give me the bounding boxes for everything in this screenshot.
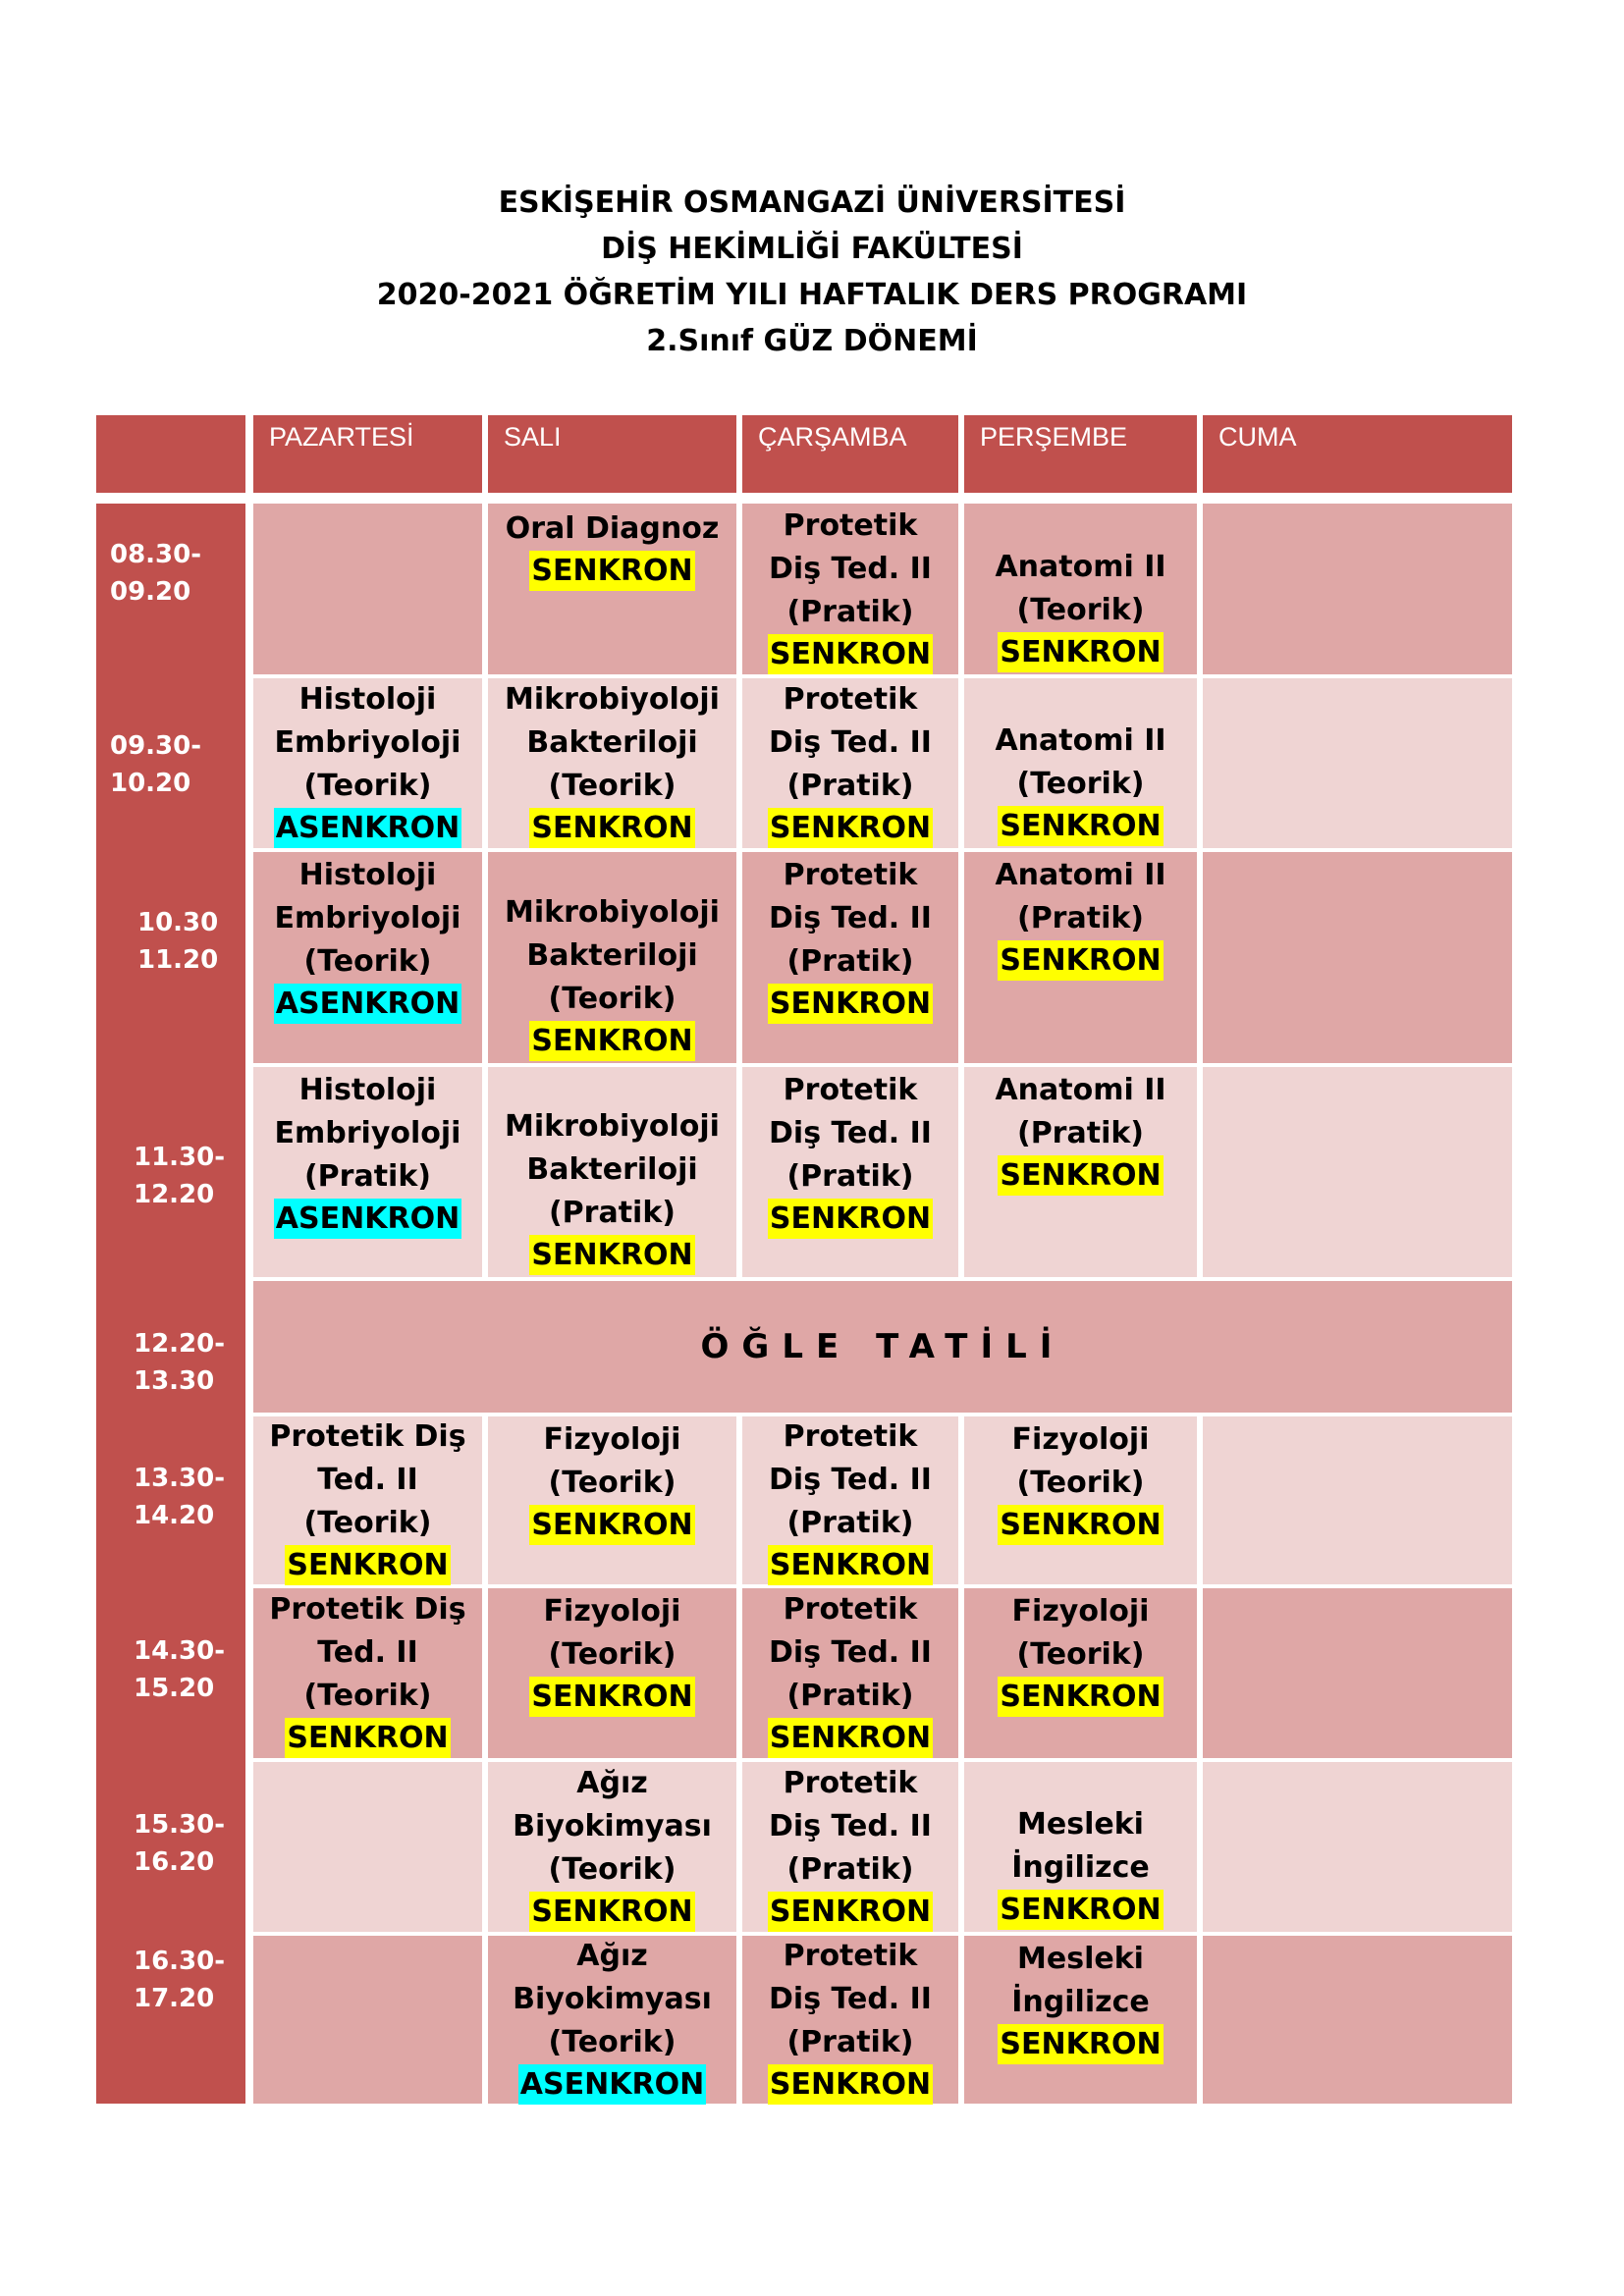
course-text: Diş Ted. II — [769, 1982, 932, 2016]
sync-badge: SENKRON — [285, 1545, 450, 1585]
sync-badge: SENKRON — [529, 1235, 694, 1275]
cell-thu-5 — [964, 1416, 1197, 1584]
cell-wed-4 — [742, 1067, 958, 1277]
cell-fri-7 — [1203, 1762, 1512, 1932]
time-slot-4 — [134, 1139, 225, 1213]
sync-badge: SENKRON — [998, 1155, 1163, 1196]
time-label: 15.20 — [134, 1674, 215, 1703]
course-text: Mikrobiyoloji — [505, 895, 720, 930]
cell-thu-1 — [964, 504, 1197, 674]
course-text: Fizyoloji — [1011, 1422, 1150, 1457]
time-slot-6 — [134, 1632, 225, 1707]
time-label: 09.20 — [110, 577, 191, 607]
day-label: PERŞEMBE — [980, 422, 1128, 452]
cell-wed-8 — [742, 1936, 958, 2104]
cell-thu-7 — [964, 1762, 1197, 1932]
course-text: Histoloji — [298, 1073, 437, 1107]
day-label: ÇARŞAMBA — [758, 422, 907, 452]
cell-tue-1 — [488, 504, 736, 674]
cell-mon-1 — [253, 504, 482, 674]
course-text: Mikrobiyoloji — [505, 682, 720, 717]
time-label: 10.20 — [110, 769, 191, 798]
course-text: (Teorik) — [303, 1679, 432, 1713]
async-badge: ASENKRON — [274, 984, 461, 1024]
header-thursday — [964, 415, 1197, 493]
cell-thu-6 — [964, 1588, 1197, 1758]
course-text: Ağız — [576, 1939, 648, 1973]
cell-fri-4 — [1203, 1067, 1512, 1277]
sync-badge: SENKRON — [998, 1505, 1163, 1545]
faculty-name: DİŞ HEKİMLİĞİ FAKÜLTESİ — [601, 232, 1023, 266]
cell-thu-4 — [964, 1067, 1197, 1277]
course-text: Anatomi II — [995, 723, 1166, 758]
lunch-label: ÖĞLE TATİLİ — [700, 1327, 1065, 1366]
sync-badge: SENKRON — [529, 1677, 694, 1717]
course-text: (Teorik) — [303, 1506, 432, 1540]
cell-thu-3 — [964, 852, 1197, 1063]
course-text: Bakteriloji — [526, 938, 698, 973]
course-text: Histoloji — [298, 858, 437, 892]
cell-wed-5 — [742, 1416, 958, 1584]
sync-badge: SENKRON — [998, 1890, 1163, 1930]
sync-badge: SENKRON — [768, 2064, 933, 2105]
header-tuesday — [488, 415, 736, 493]
course-text: Protetik Diş — [269, 1592, 466, 1627]
term-title: 2.Sınıf GÜZ DÖNEMİ — [646, 324, 978, 358]
course-text: Diş Ted. II — [769, 1116, 932, 1150]
course-text: (Pratik) — [786, 594, 914, 629]
sync-badge: SENKRON — [998, 632, 1163, 672]
course-text: Biyokimyası — [513, 1809, 712, 1843]
course-text: (Teorik) — [548, 1466, 677, 1500]
course-text: Protetik — [783, 858, 918, 892]
course-text: (Pratik) — [786, 1506, 914, 1540]
cell-tue-2 — [488, 678, 736, 848]
course-text: Mesleki — [1017, 1942, 1144, 1976]
course-text: Protetik — [783, 507, 918, 543]
cell-tue-8 — [488, 1936, 736, 2104]
time-label: 08.30- — [110, 540, 202, 569]
sync-badge: SENKRON — [998, 806, 1163, 846]
course-text: Embriyoloji — [274, 901, 461, 935]
course-text: Protetik Diş — [269, 1419, 466, 1454]
course-text: (Teorik) — [548, 769, 677, 803]
cell-wed-3 — [742, 852, 958, 1063]
sync-badge: SENKRON — [768, 634, 933, 674]
time-label: 12.20- — [134, 1329, 226, 1359]
time-label: 16.20 — [134, 1847, 215, 1877]
course-text: (Teorik) — [548, 982, 677, 1016]
time-label: 11.20 — [137, 945, 219, 975]
time-label: 14.30- — [134, 1636, 226, 1666]
sync-badge: SENKRON — [768, 1718, 933, 1758]
course-text: Histoloji — [298, 682, 437, 717]
course-text: Protetik — [783, 1419, 918, 1454]
time-slot-1 — [110, 536, 201, 611]
course-text: (Teorik) — [303, 944, 432, 979]
sync-badge: SENKRON — [285, 1718, 450, 1758]
cell-mon-5 — [253, 1416, 482, 1584]
course-text: Embriyoloji — [274, 725, 461, 760]
async-badge: ASENKRON — [518, 2064, 706, 2105]
cell-fri-1 — [1203, 504, 1512, 674]
course-text: (Pratik) — [303, 1159, 431, 1194]
course-text: (Teorik) — [1016, 767, 1145, 801]
time-label: 16.30- — [134, 1947, 226, 1976]
course-text: Fizyoloji — [543, 1422, 681, 1457]
time-label: 09.30- — [110, 731, 202, 761]
course-text: Bakteriloji — [526, 725, 698, 760]
course-text: (Teorik) — [548, 1637, 677, 1672]
cell-fri-6 — [1203, 1588, 1512, 1758]
cell-wed-1 — [742, 504, 958, 674]
program-title: 2020-2021 ÖĞRETİM YILI HAFTALIK DERS PROGRAMI — [376, 278, 1248, 312]
course-text: İngilizce — [1011, 1850, 1150, 1885]
course-text: Protetik — [783, 1766, 918, 1800]
course-text: Mikrobiyoloji — [505, 1109, 720, 1144]
course-text: Ted. II — [317, 1635, 418, 1670]
course-text: Anatomi II — [995, 1073, 1166, 1107]
header-wednesday — [742, 415, 958, 493]
header-corner — [96, 415, 245, 493]
async-badge: ASENKRON — [274, 808, 461, 848]
time-label: 17.20 — [134, 1984, 215, 2013]
cell-tue-4 — [488, 1067, 736, 1277]
cell-mon-4 — [253, 1067, 482, 1277]
course-text: Protetik — [783, 1939, 918, 1973]
sync-badge: SENKRON — [529, 1021, 694, 1061]
course-text: (Pratik) — [786, 1679, 914, 1713]
header-monday — [253, 415, 482, 493]
sync-badge: SENKRON — [768, 1199, 933, 1239]
time-label: 11.30- — [134, 1143, 226, 1172]
cell-mon-8 — [253, 1936, 482, 2104]
course-text: Protetik — [783, 682, 918, 717]
course-text: Diş Ted. II — [769, 901, 932, 935]
sync-badge: SENKRON — [998, 1677, 1163, 1717]
course-text: (Teorik) — [303, 769, 432, 803]
time-label: 12.20 — [134, 1180, 215, 1209]
time-slot-5 — [134, 1460, 225, 1534]
course-text: (Teorik) — [1016, 1466, 1145, 1500]
time-label: 15.30- — [134, 1810, 226, 1840]
sync-badge: SENKRON — [529, 551, 694, 591]
course-text: Diş Ted. II — [769, 1463, 932, 1497]
day-label: CUMA — [1218, 422, 1297, 452]
sync-badge: SENKRON — [529, 1892, 694, 1932]
day-label: SALI — [504, 422, 562, 452]
course-text: Bakteriloji — [526, 1152, 698, 1187]
async-badge: ASENKRON — [274, 1199, 461, 1239]
course-text: Diş Ted. II — [769, 725, 932, 760]
cell-mon-6 — [253, 1588, 482, 1758]
time-slot-7 — [134, 1806, 225, 1881]
cell-fri-2 — [1203, 678, 1512, 848]
lunch-break — [253, 1281, 1512, 1413]
course-text: Anatomi II — [995, 550, 1166, 584]
course-text: (Teorik) — [548, 1852, 677, 1887]
course-text: Anatomi II — [995, 858, 1166, 892]
course-text: Ted. II — [317, 1463, 418, 1497]
course-text: (Pratik) — [786, 944, 914, 979]
time-slot-2 — [110, 727, 201, 802]
course-text: (Pratik) — [1016, 1116, 1145, 1150]
time-label: 13.30 — [134, 1366, 215, 1396]
cell-mon-2 — [253, 678, 482, 848]
time-label: 13.30- — [134, 1464, 226, 1493]
course-text: (Pratik) — [786, 1852, 914, 1887]
course-text: İngilizce — [1011, 1985, 1150, 2019]
cell-wed-6 — [742, 1588, 958, 1758]
course-text: Mesleki — [1017, 1807, 1144, 1842]
university-name: ESKİŞEHİR OSMANGAZİ ÜNİVERSİTESİ — [498, 186, 1126, 220]
sync-badge: SENKRON — [768, 808, 933, 848]
course-text: (Pratik) — [786, 769, 914, 803]
course-text: Protetik — [783, 1073, 918, 1107]
time-label: 14.20 — [134, 1501, 215, 1530]
cell-mon-7 — [253, 1762, 482, 1932]
course-text: Fizyoloji — [543, 1594, 681, 1629]
time-label: 10.30 — [137, 908, 219, 937]
course-text: Protetik — [783, 1592, 918, 1627]
course-text: (Pratik) — [1016, 901, 1145, 935]
cell-fri-3 — [1203, 852, 1512, 1063]
cell-mon-3 — [253, 852, 482, 1063]
sync-badge: SENKRON — [998, 2024, 1163, 2064]
course-text: Fizyoloji — [1011, 1594, 1150, 1629]
cell-fri-5 — [1203, 1416, 1512, 1584]
course-text: Oral Diagnoz — [505, 511, 720, 546]
cell-wed-2 — [742, 678, 958, 848]
sync-badge: SENKRON — [768, 984, 933, 1024]
course-text: (Pratik) — [786, 2025, 914, 2059]
sync-badge: SENKRON — [529, 1505, 694, 1545]
cell-tue-6 — [488, 1588, 736, 1758]
time-slot-3 — [137, 904, 218, 979]
cell-thu-8 — [964, 1936, 1197, 2104]
course-text: Embriyoloji — [274, 1116, 461, 1150]
document-title — [0, 180, 1624, 364]
sync-badge: SENKRON — [768, 1545, 933, 1585]
course-text: (Pratik) — [548, 1196, 676, 1230]
time-slot-8 — [134, 1943, 225, 2017]
cell-tue-7 — [488, 1762, 736, 1932]
course-text: Diş Ted. II — [769, 1635, 932, 1670]
course-text: Ağız — [576, 1766, 648, 1800]
sync-badge: SENKRON — [768, 1892, 933, 1932]
course-text: (Teorik) — [1016, 1637, 1145, 1672]
time-slot-lunch — [134, 1325, 225, 1400]
cell-wed-7 — [742, 1762, 958, 1932]
cell-fri-8 — [1203, 1936, 1512, 2104]
header-friday — [1203, 415, 1512, 493]
course-text: (Teorik) — [548, 2025, 677, 2059]
cell-tue-3 — [488, 852, 736, 1063]
course-text: Diş Ted. II — [769, 1809, 932, 1843]
sync-badge: SENKRON — [529, 808, 694, 848]
course-text: Diş Ted. II — [769, 551, 932, 586]
course-text: (Pratik) — [786, 1159, 914, 1194]
cell-tue-5 — [488, 1416, 736, 1584]
sync-badge: SENKRON — [998, 940, 1163, 981]
course-text: (Teorik) — [1016, 593, 1145, 627]
course-text: Biyokimyası — [513, 1982, 712, 2016]
cell-thu-2 — [964, 678, 1197, 848]
day-label: PAZARTESİ — [269, 422, 414, 452]
